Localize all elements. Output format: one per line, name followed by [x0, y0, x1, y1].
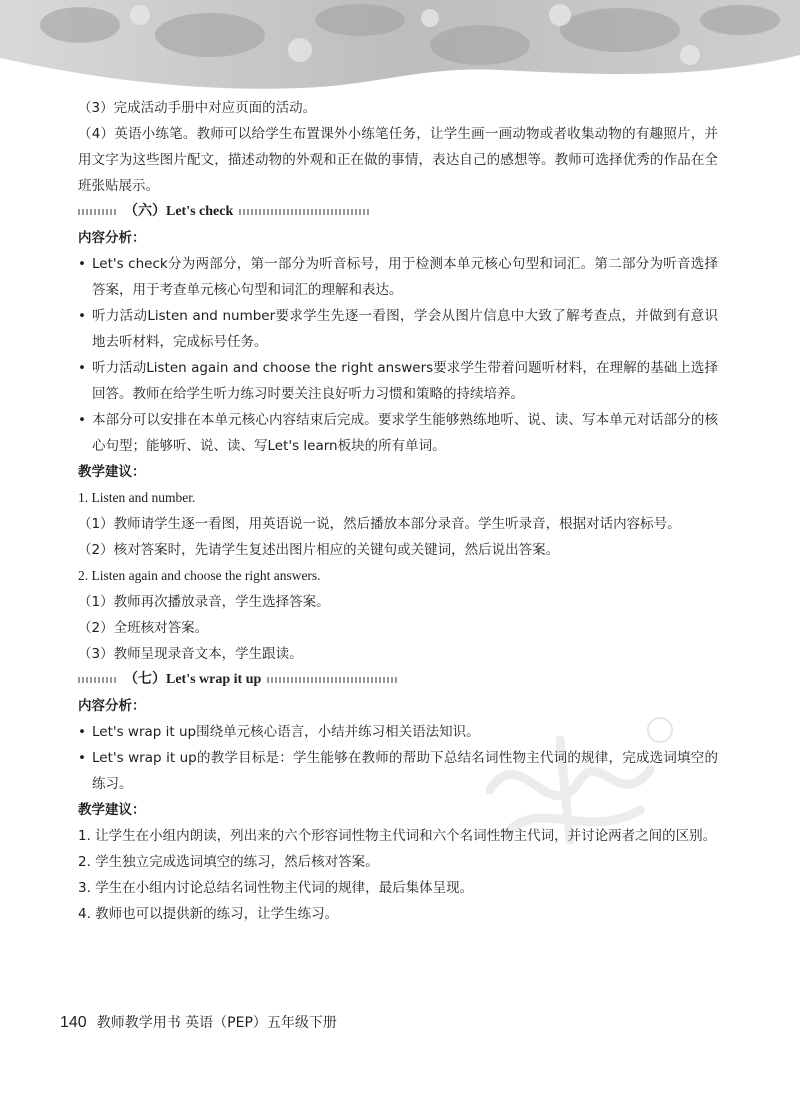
header-banner-illustration [0, 0, 800, 95]
subheading: 教学建议： [78, 464, 146, 480]
section-heading-lets-wrap-it-up [78, 667, 718, 693]
section-heading-lets-check [78, 199, 718, 225]
page-footer [60, 1012, 337, 1032]
list-item: （1）教师再次播放录音，学生选择答案。 [78, 594, 330, 610]
list-item: （2）核对答案时，先请学生复述出图片相应的关键句或关键词，然后说出答案。 [78, 542, 560, 558]
bullet-item: • Let's check分为两部分，第一部分为听音标号，用于检测本单元核心句型和词汇。第二部分为听音选择答案，用于考查单元核心句型和词汇的理解和表达。 [78, 251, 718, 303]
step-heading: 2. Listen again and choose the right answers. [78, 568, 321, 583]
list-item: 3. 学生在小组内讨论总结名词性物主代词的规律，最后集体呈现。 [78, 880, 474, 896]
subheading: 内容分析： [78, 230, 146, 246]
list-item: 4. 教师也可以提供新的练习，让学生练习。 [78, 906, 339, 922]
paragraph: （3）完成活动手册中对应页面的活动。 [78, 100, 317, 116]
bullet-item: • Let's wrap it up围绕单元核心语言，小结并练习相关语法知识。 [78, 719, 718, 745]
book-title: 教师教学用书 英语（PEP）五年级下册 [96, 1015, 337, 1031]
list-item: 1. 让学生在小组内朗读，列出来的六个形容词性物主代词和六个名词性物主代词，并讨论两者之间的区别。 [78, 828, 717, 844]
subheading: 内容分析： [78, 698, 146, 714]
bullet-item: • 听力活动Listen and number要求学生先逐一看图，学会从图片信息中大致了解考查点，并做到有意识地去听材料，完成标号任务。 [78, 303, 718, 355]
page-content [78, 95, 718, 927]
paragraph: （4）英语小练笔。教师可以给学生布置课外小练笔任务，让学生画一画动物或者收集动物的有趣照片，并用文字为这些图片配文，描述动物的外观和正在做的事情，表达自己的感想等。教师可选择优秀的作品在全班张贴展示。 [78, 126, 718, 194]
bullet-item: • 本部分可以安排在本单元核心内容结束后完成。要求学生能够熟练地听、说、读、写本单元对话部分的核心句型；能够听、说、读、写Let's learn板块的所有单词。 [78, 407, 718, 459]
list-item: （1）教师请学生逐一看图，用英语说一说，然后播放本部分录音。学生听录音，根据对话内容标号。 [78, 516, 681, 532]
page-number: 140 [60, 1014, 87, 1031]
subheading: 教学建议： [78, 802, 146, 818]
section-title: （六）Let's check [124, 204, 234, 219]
bullet-item: • Let's wrap it up的教学目标是：学生能够在教师的帮助下总结名词性物主代词的规律，完成选词填空的练习。 [78, 745, 718, 797]
wavy-divider [267, 677, 397, 683]
list-item: （3）教师呈现录音文本，学生跟读。 [78, 646, 303, 662]
list-item: （2）全班核对答案。 [78, 620, 209, 636]
section-title: （七）Let's wrap it up [124, 672, 262, 687]
step-heading: 1. Listen and number. [78, 490, 196, 505]
bullet-item: • 听力活动Listen again and choose the right answers要求学生带着问题听材料，在理解的基础上选择回答。教师在给学生听力练习时要关注良好听力习惯和策略的持续培养。 [78, 355, 718, 407]
list-item: 2. 学生独立完成选词填空的练习，然后核对答案。 [78, 854, 379, 870]
wavy-divider [78, 209, 118, 215]
wavy-divider [78, 677, 118, 683]
wavy-divider [239, 209, 369, 215]
